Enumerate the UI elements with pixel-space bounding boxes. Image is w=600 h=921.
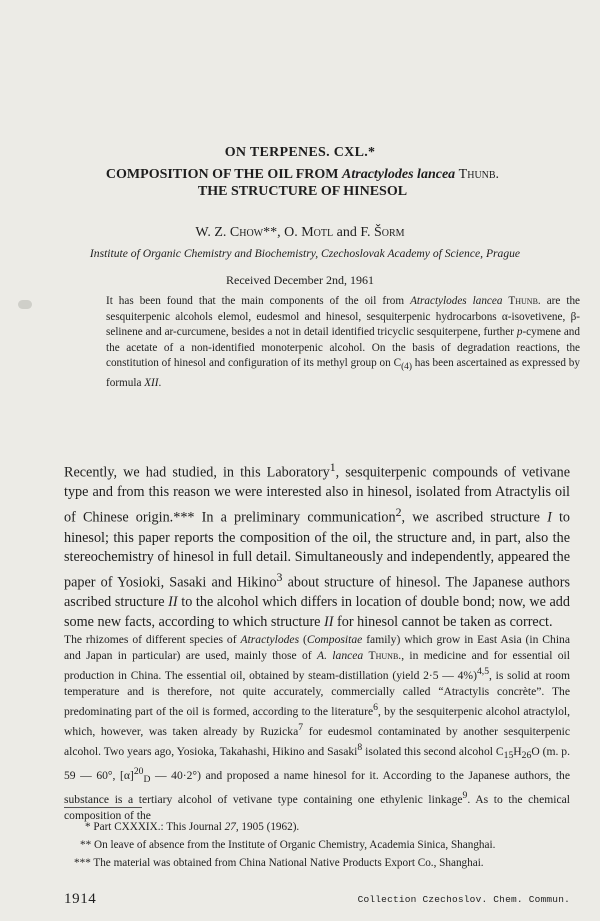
body-paragraph-1: Recently, we had studied, in this Laboratory$^1$, sesquiterpenic compounds of vetivane type and from this reason we were interested also in hinesol, isolated from Atractylis oil of Chinese origin.*** In a preliminary communication$^2$, we ascribed structure I to hinesol; this paper reports the composition of the oil, the structure and, in part, also the stereochemistry of hinesol in full detail. Simultaneously and independently, appeared the paper of Yosioki, Sasaki and Hikino$^3$ about structure of hinesol. The Japanese authors ascribed structure II to the alcohol which differs in location of double bond; now, we add some new facts, according to which structure II for hinesol cannot be taken as correct.	[64, 460, 570, 631]
abstract: It has been found that the main components of the oil from Atractylodes lancea Thunb. are the sesquiterpenic alcohols elemol, eudesmol and hinesol, sesquiterpenic hydrocarbons α-isovetivene, β-selinene and ar-curcumene, besides a not in detail identified tricyclic sesquiterpene, further p-cymene and the acetate of a non-identified monoterpenic alcohol. On the basis of degradation reactions, the constitution of hinesol and configuration of its methyl group on $C_{(4)}$ has been ascertained as expressed by formula XII.	[106, 295, 581, 389]
footnote-3: *** The material was obtained from China National Native Products Export Co., Shanghai.	[74, 857, 484, 869]
authors	[0, 225, 600, 241]
article-title	[40, 166, 565, 200]
author-sorm: F. Šorm	[360, 225, 405, 240]
footnote-1: * Part CXXXIX.: This Journal 27, 1905 (1962).	[85, 821, 300, 833]
journal-name: Collection Czechoslov. Chem. Commun.	[357, 894, 570, 905]
received-date: Received December 2nd, 1961	[226, 273, 374, 287]
abstract-species: Atractylodes lancea	[410, 295, 503, 307]
scan-mark	[18, 300, 32, 309]
title-species: Atractylodes lancea	[342, 167, 456, 182]
author-separator: and	[333, 225, 361, 240]
author-chow: W. Z. Chow**	[195, 225, 278, 240]
author-separator: ,	[277, 225, 285, 240]
series-title: ON TERPENES. CXL.*	[224, 145, 376, 160]
title-text: COMPOSITION OF THE OIL FROM	[105, 167, 339, 182]
formula-ref: XII	[144, 376, 159, 389]
institute: Institute of Organic Chemistry and Biochemistry, Czechoslovak Academy of Science, Prague	[89, 247, 521, 260]
footnote-2: ** On leave of absence from the Institute of Organic Chemistry, Academia Sinica, Shanghai.	[80, 839, 496, 851]
body-paragraph-2: The rhizomes of different species of Atractylodes (Compositae family) which grow in East Asia (in China and Japan in particular) are used, mainly those of A. lancea Thunb., in medicine and for essential oil production in China. The essential oil, obtained by steam-distillation (yield 2·5 — 4%)$^{4,5}$, is solid at room temperature and is therefore, not quite accurately, commercially called “Atractylis concrète”. The predominating part of the oil is formed, according to the literature$^6$, by the sesquiterpenic alcohol atractylol, which, however, was taken already by Ruzicka$^7$ for eudesmol contaminated by another sesquiterpenic alcohol. Two years ago, Yosioka, Takahashi, Hikino and Sasaki$^8$ isolated this second alcohol $C_{15}H_{26}O$ (m. p. 59 — 60°, $[\alpha]^{20}_D$ — 40·2°) and proposed a name hinesol for it. According to the Japanese authors, the substance is a tertiary alcohol of vetivane type containing one ethylenic linkage$^9$. As to the chemical composition of the	[64, 633, 570, 822]
page-number: 1914	[64, 891, 97, 907]
title-thunb: Thunb.	[458, 167, 500, 182]
title-subtitle: THE STRUCTURE OF HINESOL	[197, 184, 408, 199]
author-motl: O. Motl	[284, 225, 334, 240]
footnote-rule	[64, 807, 142, 808]
